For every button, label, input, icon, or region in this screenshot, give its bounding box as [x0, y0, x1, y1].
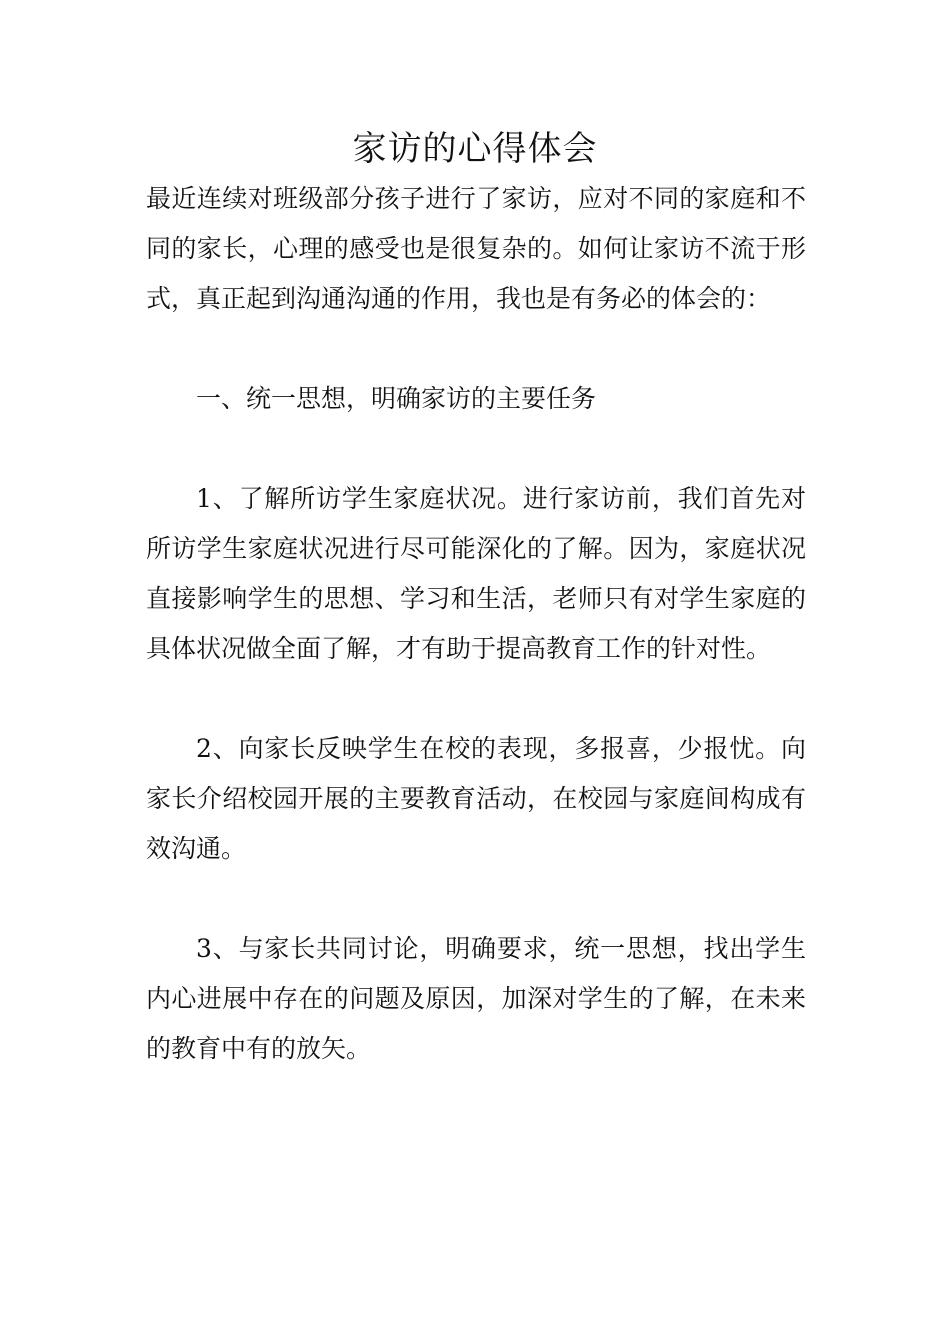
paragraph-spacer: [146, 874, 806, 924]
document-body: [146, 174, 806, 1074]
paragraph-spacer: [146, 324, 806, 374]
document-title: 家访的心得体会: [352, 129, 598, 169]
body-paragraph-1: 1、了解所访学生家庭状况。进行家访前，我们首先对所访学生家庭状况进行尽可能深化的了解。因为，家庭状况直接影响学生的思想、学习和生活，老师只有对学生家庭的具体状况做全面了解，才有助于提高教育工作的针对性。: [146, 484, 806, 663]
paragraph-spacer: [146, 674, 806, 724]
body-paragraph-3: 3、与家长共同讨论，明确要求，统一思想，找出学生内心进展中存在的问题及原因，加深对学生的了解，在未来的教育中有的放矢。: [146, 934, 806, 1063]
section-heading: 一、统一思想，明确家访的主要任务: [196, 384, 597, 413]
intro-paragraph: 最近连续对班级部分孩子进行了家访，应对不同的家庭和不同的家长，心理的感受也是很复杂的。如何让家访不流于形式，真正起到沟通沟通的作用，我也是有务必的体会的：: [146, 184, 806, 313]
paragraph-spacer: [146, 424, 806, 474]
body-paragraph-2: 2、向家长反映学生在校的表现，多报喜，少报忧。向家长介绍校园开展的主要教育活动，在校园与家庭间构成有效沟通。: [146, 734, 806, 863]
